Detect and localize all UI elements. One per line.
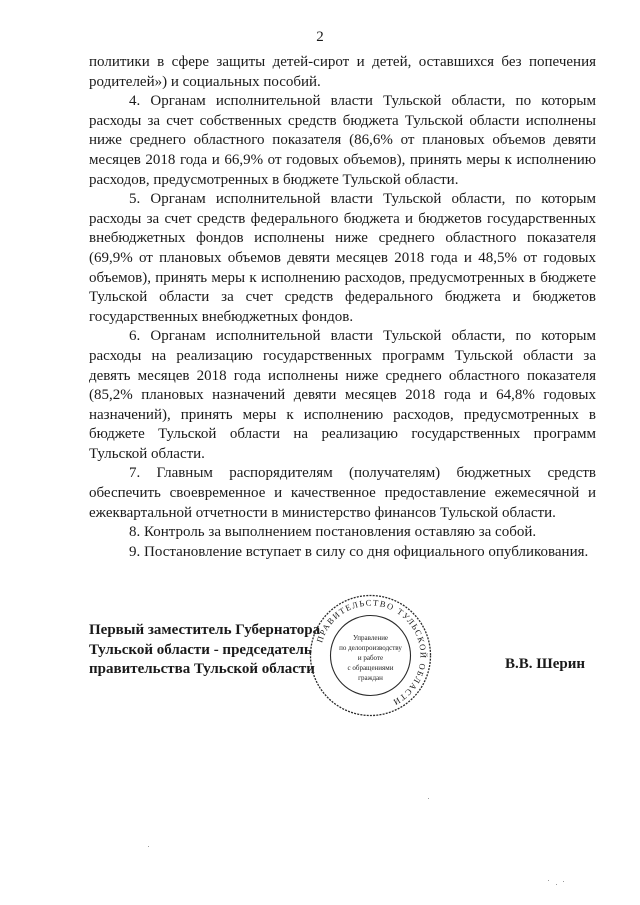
signatory-title-line: Тульской области - председатель — [89, 641, 312, 658]
stamp-inner-line: по делопроизводству — [339, 644, 402, 652]
scan-speck — [148, 846, 149, 847]
stamp-inner-line: Управление — [352, 634, 389, 642]
scan-speck — [428, 798, 429, 799]
page-number: 2 — [316, 29, 324, 45]
scan-speck — [548, 880, 549, 881]
clause-7: 7. Главным распорядителям (получателям) бюджетных средств обеспечить своевременное и качественное предоставление ежемесячной и ежеквартальной отчетности в министерство финансов Тульской области. — [89, 465, 596, 521]
clause-6: 6. Органам исполнительной власти Тульской области, по которым расходы на реализацию государственных программ Тульской области за девять месяцев 2018 года исполнены ниже среднего областного показателя (85,2% плановых назначений девяти месяцев 2018 года и 64,8% годовых назначений), принять меры к исполнению расходов, предусмотренных в бюджете Тульской области на реализацию государственных программ Тульской области. — [89, 328, 596, 462]
stamp-inner-line: граждан — [358, 674, 383, 682]
clause-8: 8. Контроль за выполнением постановления оставляю за собой. — [129, 524, 537, 541]
stamp-inner-line: и работе — [357, 654, 384, 662]
signatory-title-line: Первый заместитель Губернатора — [89, 622, 321, 638]
clause-5: 5. Органам исполнительной власти Тульской области, по которым расходы за счет средств федерального бюджета и бюджетов государственных внебюджетных фондов исполнены ниже среднего областного показателя (69,9% от плановых объемов девяти месяцев 2018 года и 48,5% от годовых объемов), принять меры к исполнению расходов, предусмотренных в бюджете Тульской области за счет средств федерального бюджета и бюджетов государственных внебюджетных фондов. — [89, 191, 596, 325]
signer-name: В.В. Шерин — [505, 656, 586, 672]
clause-4: 4. Органам исполнительной власти Тульской области, по которым расходы за счет собственных средств бюджета Тульской области исполнены ниже среднего областного показателя (86,6% от плановых объемов девяти месяцев 2018 года и 66,9% от годовых объемов), принять меры к исполнению расходов, предусмотренных в бюджете Тульской области. — [89, 93, 596, 188]
document-body — [89, 53, 596, 562]
stamp-ring-text: ПРАВИТЕЛЬСТВО ТУЛЬСКОЙ ОБЛАСТИ — [314, 597, 429, 708]
scan-speck — [556, 884, 557, 885]
continuation-paragraph: политики в сфере защиты детей-сирот и детей, оставшихся без попечения родителей») и социальных пособий. — [89, 54, 596, 90]
scan-speck — [563, 881, 564, 882]
stamp-inner-line: с обращениями — [347, 664, 394, 672]
stamp-seal-icon — [308, 593, 433, 718]
clause-9: 9. Постановление вступает в силу со дня официального опубликования. — [129, 543, 589, 560]
signatory-title-line: правительства Тульской области — [89, 661, 315, 677]
official-stamp — [308, 593, 433, 718]
signatory-title — [89, 621, 320, 680]
